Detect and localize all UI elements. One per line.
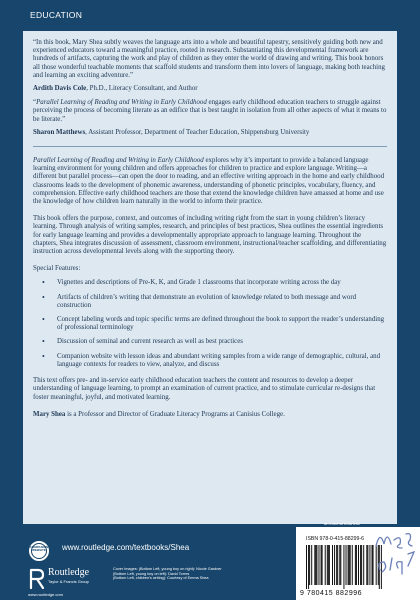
endorser-role-2: , Assistant Professor, Department of Teacher Education, Shippensburg University [85, 128, 310, 136]
author-name: Mary Shea [33, 410, 66, 418]
endorsement-attribution-1 [33, 85, 387, 93]
routledge-logo-icon [28, 568, 46, 590]
barcode-number: 9 780415 882996 [300, 590, 362, 597]
category-label: EDUCATION [30, 10, 83, 20]
barcode-bar [367, 545, 368, 585]
barcode-bar [311, 545, 312, 585]
barcode-bar [314, 545, 315, 585]
barcode-bar [349, 545, 350, 585]
barcode-bar [322, 545, 323, 585]
barcode-bar [361, 545, 362, 585]
barcode-bar [350, 545, 351, 585]
barcode-bar [327, 545, 328, 585]
barcode-bar [369, 545, 370, 585]
endorsement-book-title: Parallel Learning of Reading and Writing in Early Childhood [36, 99, 207, 107]
companion-badge-text: COMPANION WEBSITE [29, 545, 49, 553]
barcode-bar [315, 545, 316, 585]
handwritten-note [372, 526, 418, 586]
barcode-bar [321, 545, 322, 585]
barcode-bar [346, 545, 347, 585]
barcode-bar [309, 545, 310, 585]
publisher-name: Routledge [48, 567, 90, 578]
endorsement-quote-2: “Parallel Learning of Reading and Writing in Early Childhood engages early childhood education teachers to struggle against perceiving the process of becoming literate as an edifice that is best taught in isolation from all other aspects of what it means to be literate.” [33, 99, 387, 123]
barcode-bar [340, 545, 341, 585]
cover-credit-line: (Bottom Left, children’s writing): Courtesy of Emma Shea [113, 576, 209, 581]
endorser-name-1: Ardith Davis Cole [33, 85, 87, 93]
endorsement-quote-1: “In this book, Mary Shea subtly weaves the language arts into a whole and beautiful tapestry, sensitively guiding both new and experienced educators toward a meaningful practice, rooted in research. Substantiating this developmental framework are hundreds of artifacts, capturing the work and play of children as they enter the world of drawing and writing. This book honors all those wonderful teachable moments that scaffold students and transform them into lovers of language, making both teaching and learning an exciting adventure.” [33, 39, 385, 79]
companion-url[interactable]: www.routledge.com/textbooks/Shea [62, 543, 190, 552]
feature-item: • Artifacts of children’s writing that demonstrate an evolution of knowledge related to both message and word construction [42, 294, 387, 310]
barcode-bar [343, 545, 344, 589]
barcode-bar [339, 545, 340, 585]
barcode-bar [348, 545, 349, 585]
barcode-bar [337, 545, 338, 585]
endorser-name-2: Sharon Matthews [33, 128, 86, 136]
barcode-bar [318, 545, 319, 585]
barcode-bar [325, 545, 326, 585]
barcode-bar [329, 545, 330, 585]
barcode-bar [352, 545, 353, 585]
barcode-bar [328, 545, 329, 585]
barcode-bar [332, 545, 333, 585]
endorser-role-1: , Ph.D., Literacy Consultant, and Author [86, 85, 198, 93]
description-panel [23, 31, 397, 524]
informa-tagline: an informa business [324, 521, 360, 526]
closing-paragraph: This text offers pre- and in-service early childhood education teachers the content and resources to develop a deeper understanding of language learning, to prompt an examination of current practice, and to stimulate curricular re-designs that foster meaningful, joyful, and motivated learning. [33, 377, 376, 401]
companion-website-badge-icon [28, 540, 50, 562]
description-paragraph-2: This book offers the purpose, context, and outcomes of including writing right from the start in young children’s literacy learning. Through analysis of writing samples, research, and principles of best practices, Shea outlines the essential ingredients for early language learning and provides a developmentally appropriate approach to language learning. Throughout the chapters, Shea integrates discussion of assessment, classroom environment, instructional/teacher scaffolding, and differentiating instruction across developmental levels along with the supporting theory. [33, 215, 387, 256]
barcode-bar [308, 545, 309, 589]
author-bio: Mary Shea is a Professor and Director of Graduate Literacy Programs at Canisius College. [33, 410, 285, 418]
barcode-bar [366, 545, 367, 585]
barcode-bar [358, 545, 359, 585]
barcode-bar [356, 545, 357, 585]
special-features-list [33, 279, 387, 369]
feature-item: • Concept labeling words and topic specific terms are defined throughout the book to support the reader’s understanding of professional terminology [42, 316, 387, 332]
barcode-bar [316, 545, 317, 585]
barcode-bar [360, 545, 361, 585]
cover-credits [113, 567, 253, 581]
endorsement-attribution-2 [33, 129, 387, 137]
description-paragraph-1: Parallel Learning of Reading and Writing in Early Childhood explores why it’s important to provide a balanced language learning environment for young children and offers approaches for children to practice and explore language. Writing—a different but parallel process—can open the door to reading, and an effective writing approach in the home and early childhood classrooms leads to the development of phonemic awareness, understanding of phonetic principles, vocabulary, fluency, and comprehension. Effective early childhood teachers are those that extend the knowledge children have amassed at home and use the knowledge of how children learn naturally in the world to inform their practice. [33, 157, 385, 206]
special-features-heading: Special Features: [33, 265, 81, 273]
barcode-bar [336, 545, 337, 585]
cover-credit-line: (Bottom Left, young boy on left): David Torres [113, 571, 190, 576]
publisher-group: Taylor & Francis Group [48, 579, 89, 584]
cover-credit-line: Cover Images: (Bottom Left, young boy on right): Nicole Gardner [113, 567, 222, 571]
barcode-bar [355, 545, 356, 585]
book-title: Parallel Learning of Reading and Writing in Early Childhood [33, 157, 204, 165]
barcode-bar [306, 545, 307, 589]
feature-item: • Companion website with lesson ideas and abundant writing samples from a wide range of demographic, cultural, and language contexts for readers to view, analyze, and discuss [42, 353, 387, 369]
feature-item: • Vignettes and descriptions of Pre-K, K, and Grade 1 classrooms that incorporate writing across the day [42, 279, 387, 287]
feature-item: • Discussion of seminal and current research as well as best practices [42, 338, 387, 346]
publisher-website[interactable]: www.routledge.com [28, 592, 63, 597]
barcode-icon [306, 545, 382, 589]
isbn-label: ISBN 978-0-415-88299-6 [306, 536, 364, 542]
divider [33, 146, 387, 147]
barcode-bar [334, 545, 335, 585]
barcode-bar [363, 545, 364, 585]
